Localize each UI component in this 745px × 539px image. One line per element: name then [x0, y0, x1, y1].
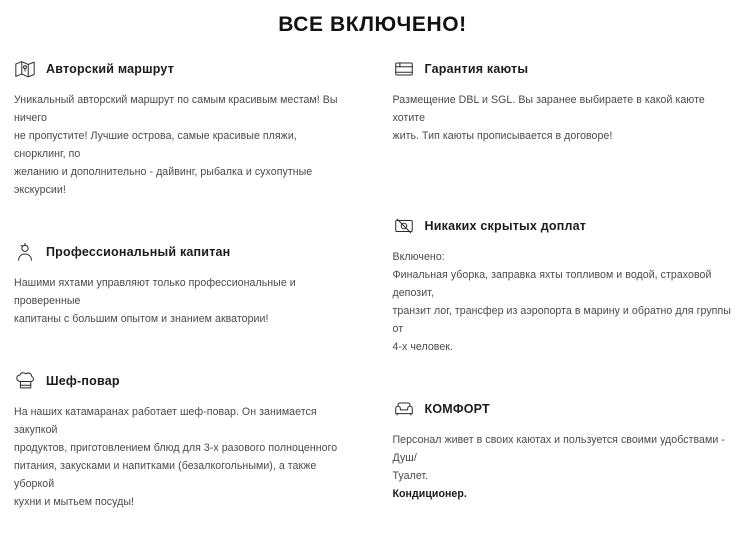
- feature-header: [393, 58, 732, 80]
- feature-line: кухни и мытьем посуды!: [14, 496, 135, 508]
- feature-line: Уникальный авторский маршрут по самым красивым местам! Вы ничего: [14, 94, 338, 124]
- feature-title: Гарантия каюты: [424, 61, 529, 76]
- feature-line: жить. Тип каюты прописывается в договоре!: [392, 130, 613, 142]
- feature-line: На наших катамаранах работает шеф-повар. Он занимается закупкой: [14, 406, 317, 436]
- feature-title: Шеф-повар: [46, 373, 120, 388]
- no-extra-payment-icon: [393, 215, 415, 237]
- feature-title: Никаких скрытых доплат: [424, 218, 587, 233]
- feature-title: КОМФОРТ: [424, 401, 490, 416]
- feature-bold-line: Кондиционер.: [392, 488, 467, 500]
- feature-line: Нашими яхтами управляют только профессиональные и проверенные: [14, 277, 296, 307]
- feature-line: Персонал живет в своих каютах и пользуется своими удобствами - Душ/: [392, 434, 725, 464]
- feature-item: [393, 58, 732, 145]
- feature-line: желанию и дополнительно - дайвинг, рыбалка и сухопутные экскурсии!: [14, 166, 313, 196]
- feature-line: транзит лог, трансфер из аэропорта в марину и обратно для группы от: [392, 305, 731, 335]
- features-columns: [0, 58, 745, 539]
- feature-header: [14, 58, 347, 80]
- feature-line: Туалет.: [392, 470, 429, 482]
- feature-line: Включено:: [392, 251, 445, 263]
- features-column-right: [373, 58, 732, 539]
- feature-item: [14, 58, 347, 199]
- feature-line: Размещение DBL и SGL. Вы заранее выбираете в какой каюте хотите: [392, 94, 705, 124]
- feature-body: [393, 91, 732, 145]
- feature-line: 4-х человек.: [392, 341, 453, 353]
- feature-item: [393, 215, 732, 356]
- feature-line: капитаны с большим опытом и знанием акватории!: [14, 313, 269, 325]
- feature-item: [14, 370, 347, 511]
- feature-title: Авторский маршрут: [46, 61, 175, 76]
- route-map-icon: [14, 58, 36, 80]
- all-inclusive-page: [0, 12, 745, 508]
- feature-header: [14, 370, 347, 392]
- feature-body: [14, 91, 347, 199]
- captain-icon: [14, 241, 36, 263]
- feature-item: [393, 398, 732, 503]
- feature-body: [14, 403, 347, 511]
- feature-title: Профессиональный капитан: [46, 244, 231, 259]
- feature-header: [393, 215, 732, 237]
- feature-header: [393, 398, 732, 420]
- features-column-left: [14, 58, 373, 539]
- feature-line: Финальная уборка, заправка яхты топливом и водой, страховой депозит,: [392, 269, 712, 299]
- feature-line: питания, закусками и напитками (безалкогольными), а также уборкой: [14, 460, 317, 490]
- feature-item: [14, 241, 347, 328]
- chef-icon: [14, 370, 36, 392]
- feature-body: [14, 274, 347, 328]
- feature-line: продуктов, приготовлением блюд для 3-х разового полноценного: [14, 442, 338, 454]
- feature-header: [14, 241, 347, 263]
- feature-body: [393, 431, 732, 503]
- cabin-bed-icon: [393, 58, 415, 80]
- feature-line: не пропустите! Лучшие острова, самые красивые пляжи, снорклинг, по: [14, 130, 297, 160]
- feature-body: [393, 248, 732, 356]
- page-title: ВСЕ ВКЛЮЧЕНО!: [278, 13, 467, 36]
- comfort-sofa-icon: [393, 398, 415, 420]
